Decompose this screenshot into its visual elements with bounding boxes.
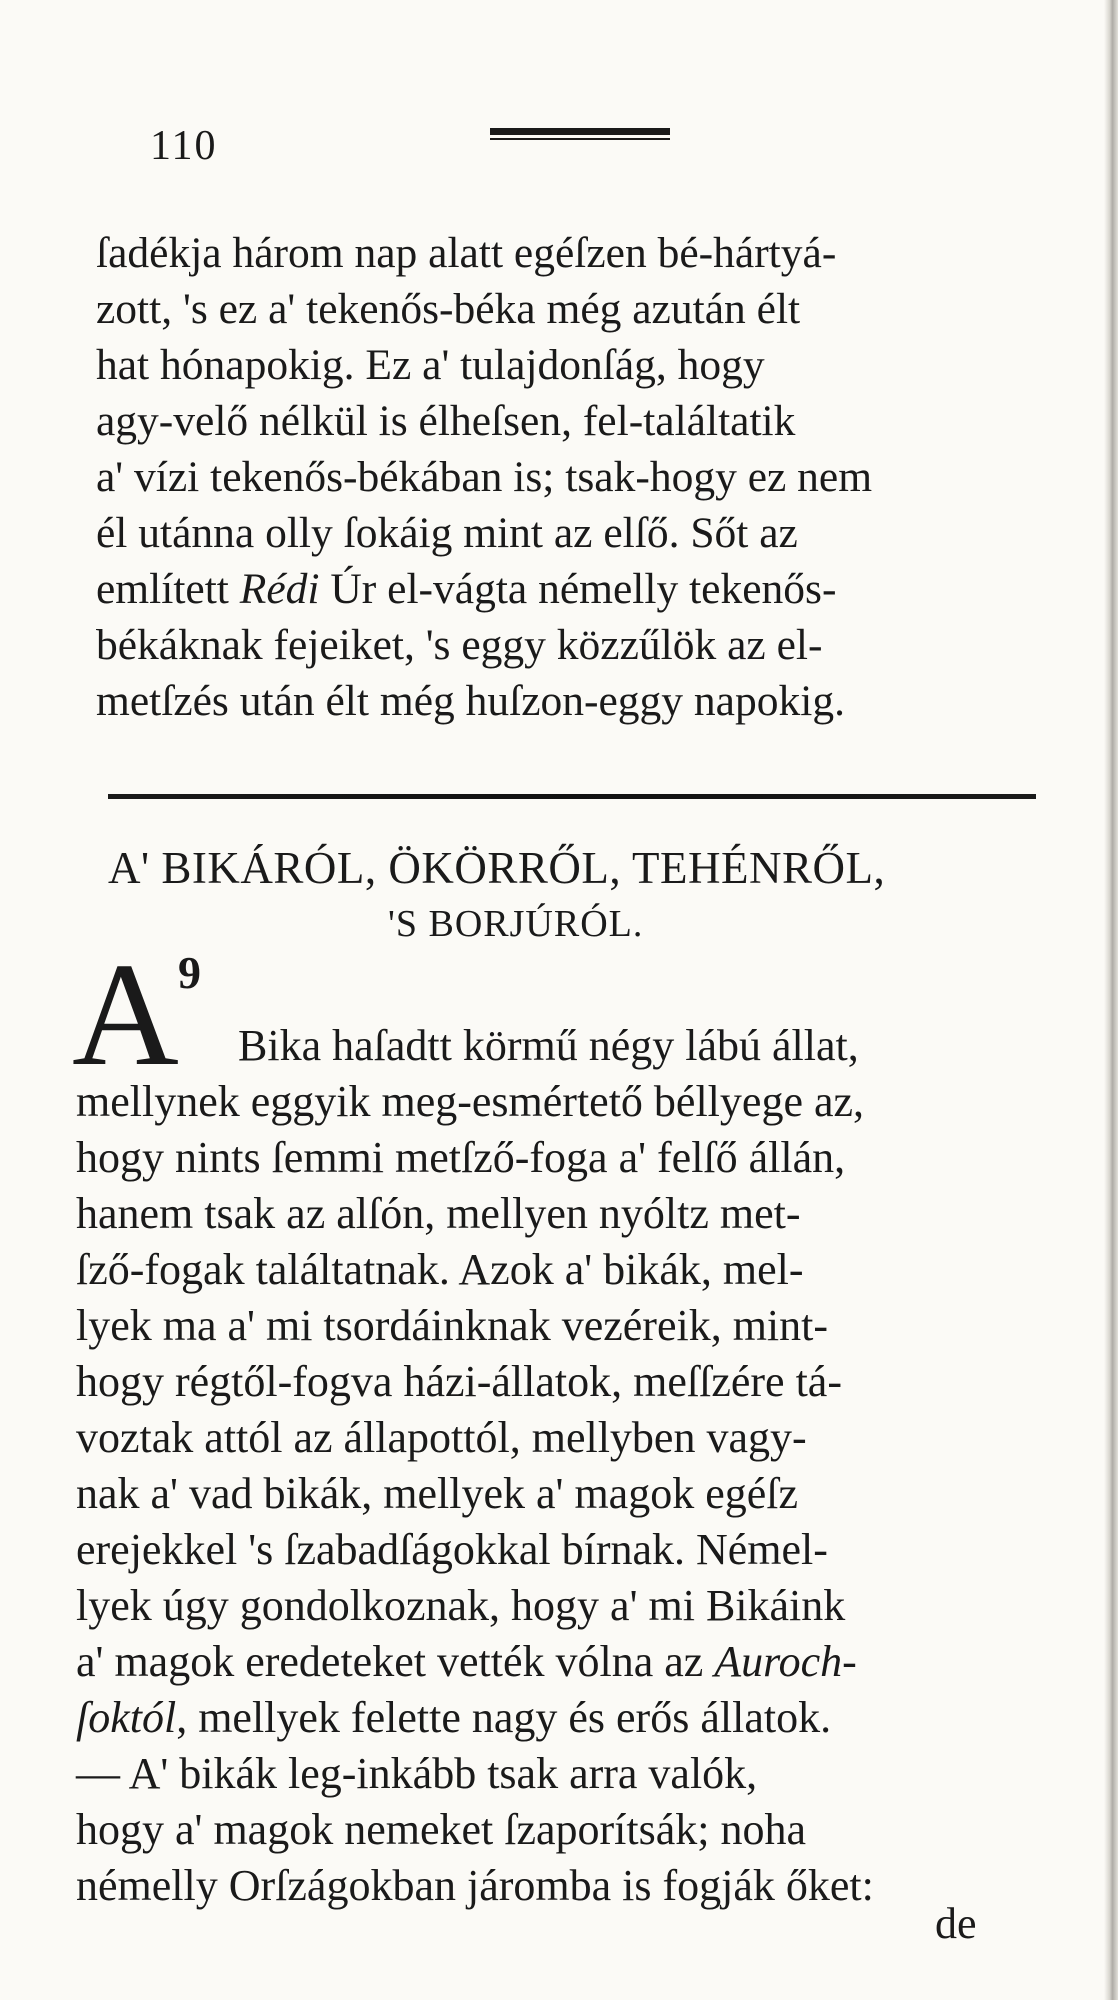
text-line: lyek ma a' mi tsordáinknak vezéreik, mint-: [76, 1301, 829, 1350]
drop-cap-mark: 9: [178, 947, 201, 998]
text-line: hanem tsak az alſón, mellyen nyóltz met-: [76, 1189, 801, 1238]
text-line: él utánna olly ſokáig mint az elſő. Sőt az: [96, 509, 798, 557]
text-line: voztak attól az állapottól, mellyben vagy-: [76, 1413, 807, 1462]
section-heading-continued: 'S BORJÚRÓL.: [388, 903, 644, 945]
catchword: de: [935, 1899, 977, 1948]
text-line: hogy a' magok nemeket ſzaporítsák; noha: [76, 1805, 807, 1854]
page-number: 110: [150, 123, 218, 169]
header-ornament-rule: [490, 128, 670, 142]
text-line: erejekkel 's ſzabadſágokkal bírnak. Némel-: [76, 1525, 828, 1574]
text-line: mellynek eggyik meg-esmértető béllyege az,: [76, 1077, 865, 1126]
text-line: Bika haſadtt körmű négy lábú állat,: [238, 1021, 859, 1070]
drop-cap: A: [72, 933, 179, 1097]
page-edge-shadow: [1104, 0, 1118, 2000]
text-line: [76, 1634, 874, 1690]
text-line: ſző-fogak találtatnak. Azok a' bikák, mel-: [76, 1245, 804, 1294]
text-line: hogy nints ſemmi metſző-foga a' felſő állán,: [76, 1133, 846, 1182]
text-line: zott, 's ez a' tekenős-béka még azután élt: [96, 285, 801, 333]
text-line: ſadékja három nap alatt egéſzen bé-hártyá-: [96, 229, 837, 277]
text-segment: említett: [96, 565, 240, 613]
section-heading: A' BIKÁRÓL, ÖKÖRRŐL, TEHÉNRŐL,: [108, 843, 886, 893]
text-line: békáknak fejeiket, 's eggy közzűlök az el-: [96, 621, 823, 669]
text-line: — A' bikák leg-inkább tsak arra valók,: [76, 1749, 758, 1798]
text-segment: , mellyek felette nagy és erős állatok.: [176, 1693, 832, 1742]
paragraph-continued: [96, 225, 872, 729]
text-line: némelly Orſzágokban járomba is fogják őket:: [76, 1861, 874, 1910]
paragraph-main: [76, 1018, 874, 1914]
italic-term: ſoktól: [76, 1693, 177, 1742]
text-line: hat hónapokig. Ez a' tulajdonſág, hogy: [96, 341, 765, 389]
text-line: a' vízi tekenős-békában is; tsak-hogy ez nem: [96, 453, 873, 501]
text-segment: a' magok eredeteket vették vólna az: [76, 1637, 715, 1686]
text-line: metſzés után élt még huſzon-eggy napokig.: [96, 677, 845, 725]
text-segment: Úr el-vágta némelly tekenős-: [319, 565, 837, 613]
section-divider-rule: [108, 792, 1036, 802]
text-line: nak a' vad bikák, mellyek a' magok egéſz: [76, 1469, 799, 1518]
text-line: [76, 1690, 874, 1746]
italic-name: Rédi: [239, 565, 320, 613]
text-line: lyek úgy gondolkoznak, hogy a' mi Bikáink: [76, 1581, 846, 1630]
text-line: agy-velő nélkül is élheſsen, fel-találtatik: [96, 397, 796, 445]
italic-term: Auroch-: [714, 1637, 857, 1686]
text-line: hogy régtől-fogva házi-állatok, meſſzére tá-: [76, 1357, 842, 1406]
text-line: [96, 561, 872, 617]
